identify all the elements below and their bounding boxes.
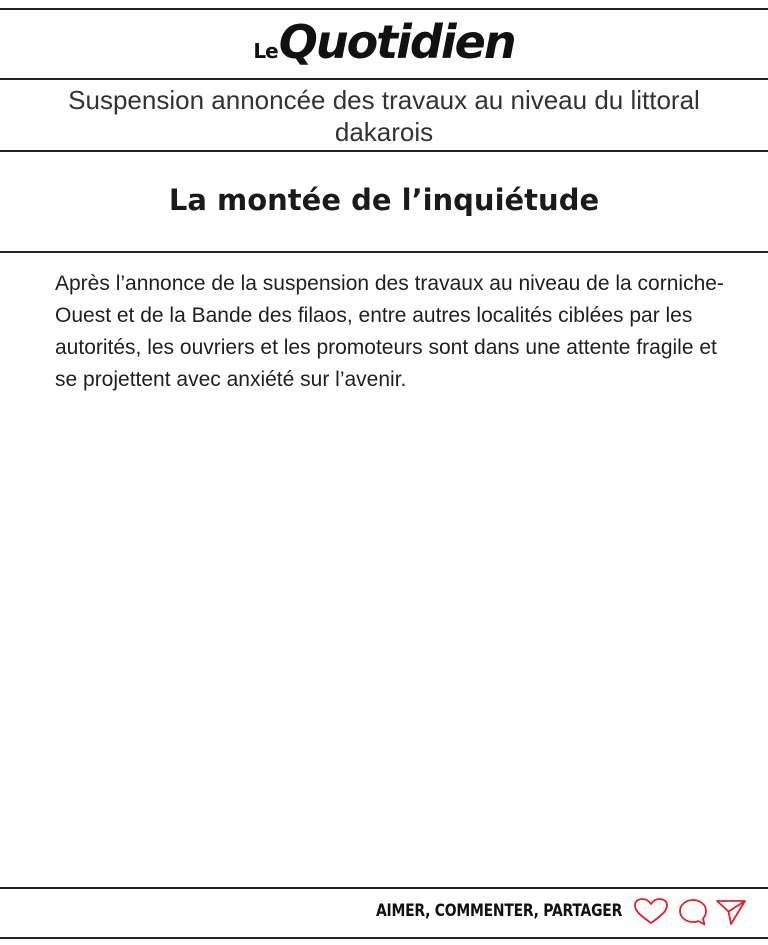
article-kicker: Suspension annoncée des travaux au niveau du littoral dakarois [68,85,700,147]
headline-divider [0,251,768,253]
newspaper-logo [253,14,514,70]
logo-prefix: Le [253,39,278,63]
bottom-rule [0,937,768,939]
engagement-call-to-action: AIMER, COMMENTER, PARTAGER [375,901,622,921]
heart-icon[interactable] [633,897,669,925]
masthead [0,14,768,70]
logo-name: Quotidien [278,15,515,69]
top-rule [0,8,768,10]
masthead-divider [0,78,768,80]
article-body: Après l’annonce de la suspension des travaux au niveau de la corniche-Ouest et de la Bande des filaos, entre autres localités ciblées par les autorités, les ouvriers et les promoteurs sont dans une attente fragile et se projettent avec anxiété sur l’avenir. [55,272,724,391]
article-headline: La montée de l’inquiétude [168,183,600,217]
kicker-divider [0,150,768,152]
share-icon[interactable] [714,897,748,927]
comment-icon[interactable] [677,897,709,927]
social-footer [0,889,768,937]
